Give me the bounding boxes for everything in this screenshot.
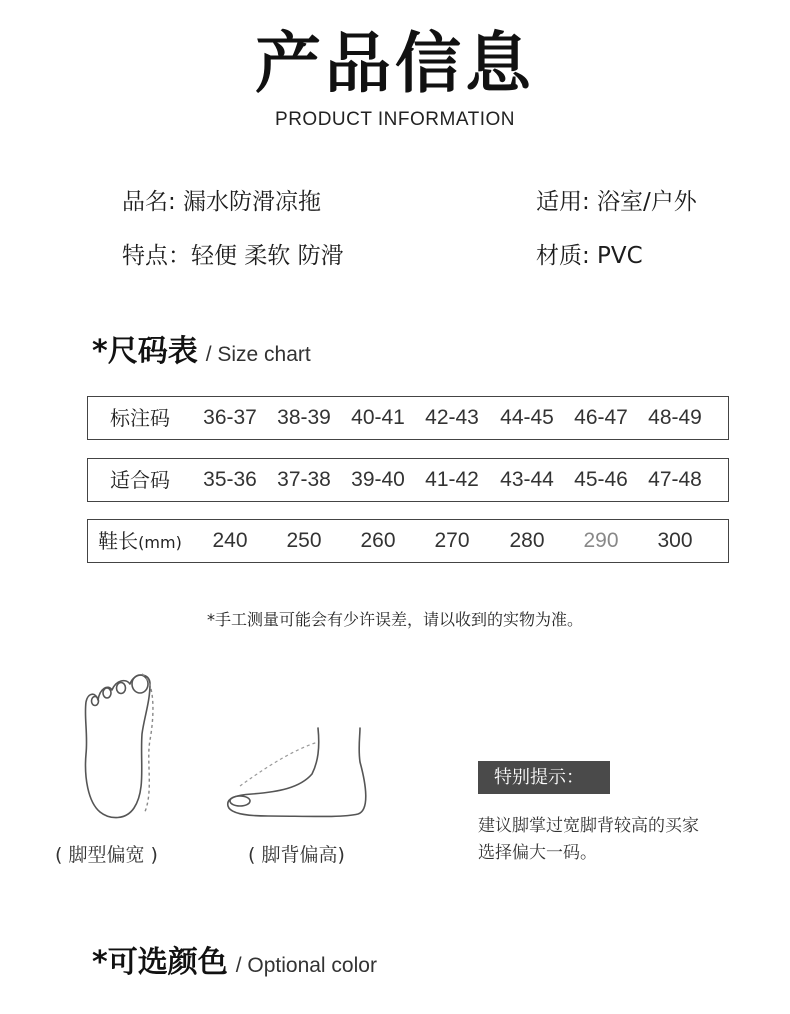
length-cell: 240 (212, 529, 248, 552)
size-cell: 42-43 (425, 406, 479, 429)
row-label-sizes: 标注码 (110, 406, 170, 430)
length-cell: 270 (434, 529, 470, 552)
high-instep-foot-icon (222, 722, 372, 822)
row-label-length-unit: (mm) (138, 533, 182, 552)
fit-cell: 39-40 (351, 468, 405, 491)
product-usage: 适用: 浴室/户外 (536, 189, 697, 215)
size-cell: 40-41 (351, 406, 405, 429)
fit-cell: 41-42 (425, 468, 479, 491)
row-label-length (88, 520, 192, 562)
fit-cell: 35-36 (203, 468, 257, 491)
tip-line-1: 建议脚掌过宽脚背较高的买家 (478, 816, 699, 836)
size-chart-subtitle: / Size chart (205, 343, 311, 366)
high-instep-caption: ( 脚背偏高) (248, 844, 345, 866)
size-row-labeled (87, 396, 729, 440)
size-cell: 38-39 (277, 406, 331, 429)
page-subtitle: PRODUCT INFORMATION (275, 109, 515, 130)
color-title: *可选颜色 (92, 945, 228, 980)
fit-cell: 47-48 (648, 468, 702, 491)
product-name: 品名: 漏水防滑凉拖 (122, 189, 322, 215)
special-tip-badge: 特别提示： (478, 761, 610, 794)
size-chart-title: *尺码表 (92, 334, 198, 369)
measurement-note: *手工测量可能会有少许误差，请以收到的实物为准。 (206, 610, 583, 629)
fit-cell: 37-38 (277, 468, 331, 491)
product-features: 特点：轻便 柔软 防滑 (122, 243, 344, 269)
size-chart-heading (92, 326, 311, 370)
row-label-fit: 适合码 (110, 468, 170, 492)
color-subtitle: / Optional color (235, 954, 377, 977)
special-tip-text (478, 813, 748, 867)
size-cell: 36-37 (203, 406, 257, 429)
page-title: 产品信息 (255, 25, 535, 102)
size-cell: 46-47 (574, 406, 628, 429)
product-material: 材质: PVC (536, 243, 643, 269)
length-cell: 250 (286, 529, 322, 552)
color-heading (92, 937, 377, 981)
fit-cell: 45-46 (574, 468, 628, 491)
size-cell: 48-49 (648, 406, 702, 429)
length-cell: 260 (360, 529, 396, 552)
length-cell: 290 (583, 529, 619, 552)
fit-cell: 43-44 (500, 468, 554, 491)
length-cell: 280 (509, 529, 545, 552)
wide-foot-caption: ( 脚型偏宽 ) (55, 844, 158, 866)
row-label-length-text: 鞋长 (98, 529, 139, 553)
size-row-fit (87, 458, 729, 502)
wide-foot-icon (70, 662, 170, 830)
size-cell: 44-45 (500, 406, 554, 429)
length-cell: 300 (657, 529, 693, 552)
tip-line-2: 选择偏大一码。 (478, 843, 597, 863)
size-row-length (87, 519, 729, 563)
